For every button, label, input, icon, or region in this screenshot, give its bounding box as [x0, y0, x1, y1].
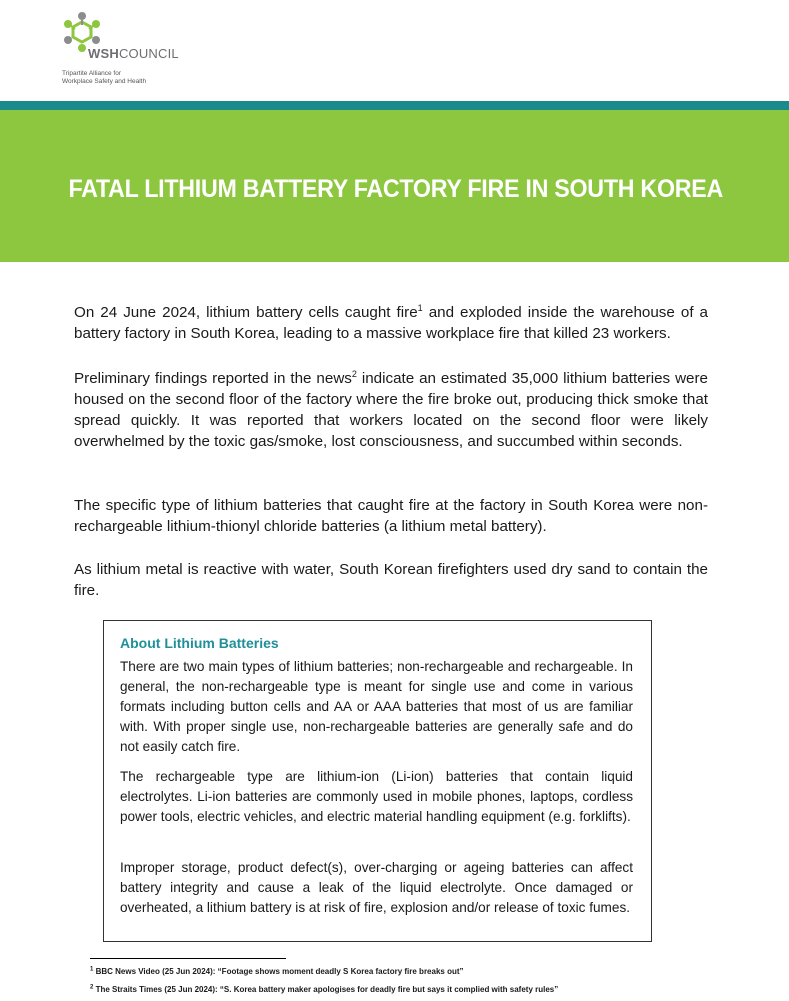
logo-wordmark — [88, 46, 179, 61]
paragraph-1-text-a: On 24 June 2024, lithium battery cells caught fire — [74, 304, 418, 321]
logo-tagline — [62, 70, 146, 86]
footnote-ref-2[interactable]: 2 — [351, 368, 357, 379]
footnote-1-text: BBC News Video (25 Jun 2024): “Footage shows moment deadly S Korea factory fire breaks out” — [93, 967, 464, 976]
footnote-divider — [90, 958, 286, 959]
logo-tagline-line1: Tripartite Alliance for — [62, 70, 122, 77]
wsh-council-logo — [60, 10, 260, 90]
footnote-2[interactable] — [90, 985, 558, 994]
page-title: FATAL LITHIUM BATTERY FACTORY FIRE IN SOUTH KOREA — [68, 175, 724, 203]
box-paragraph-1: There are two main types of lithium batteries; non-rechargeable and rechargeable. In general, the non-rechargeable type is meant for single use and come in various formats including button cells and AA or AAA batteries that most of us are familiar with. With proper single use, non-rechargeable batteries are generally safe and do not easily catch fire. — [120, 659, 633, 754]
teal-divider-bar — [0, 101, 789, 110]
box-title: About Lithium Batteries — [120, 635, 279, 651]
box-paragraph-3: Improper storage, product defect(s), over-charging or ageing batteries can affect battery integrity and cause a leak of the liquid electrolyte. Once damaged or overheated, a lithium battery is at risk of fire, explosion and/or release of toxic fumes. — [120, 860, 633, 915]
logo-wordmark-light: COUNCIL — [118, 46, 179, 61]
body-paragraph-4: As lithium metal is reactive with water, South Korean firefighters used dry sand to contain the fire. — [74, 561, 708, 599]
logo-wordmark-bold: WSH — [88, 46, 119, 61]
footnote-1[interactable] — [90, 967, 464, 976]
paragraph-2-text-a: Preliminary findings reported in the news — [74, 370, 352, 387]
footnote-ref-1[interactable]: 1 — [417, 302, 423, 313]
body-paragraph-2 — [74, 368, 708, 452]
body-paragraph-1 — [74, 302, 708, 344]
footnote-2-number: 2 — [90, 984, 94, 991]
logo-tagline-line2: Workplace Safety and Health — [62, 78, 147, 85]
paragraph-1-text-b: and exploded inside the warehouse of a battery factory in South Korea, leading to a massive workplace fire that killed 23 workers. — [74, 304, 709, 342]
box-paragraph-2: The rechargeable type are lithium-ion (Li-ion) batteries that contain liquid electrolytes. Li-ion batteries are commonly used in mobile phones, laptops, cordless power tools, electric vehicles, and electric material handling equipment (e.g. forklifts). — [120, 769, 633, 824]
footnote-2-text: The Straits Times (25 Jun 2024): “S. Korea battery maker apologises for deadly fire but says it complied with safety rules” — [93, 985, 559, 994]
paragraph-2-text-b: indicate an estimated 35,000 lithium batteries were housed on the second floor of the factory where the fire broke out, producing thick smoke that spread quickly. It was reported that workers located on the second floor were likely overwhelmed by the toxic gas/smoke, lost consciousness, and succumbed within seconds. — [74, 370, 708, 450]
body-paragraph-3: The specific type of lithium batteries that caught fire at the factory in South Korea were non-rechargeable lithium-thionyl chloride batteries (a lithium metal battery). — [74, 497, 708, 535]
footnote-1-number: 1 — [90, 966, 94, 973]
